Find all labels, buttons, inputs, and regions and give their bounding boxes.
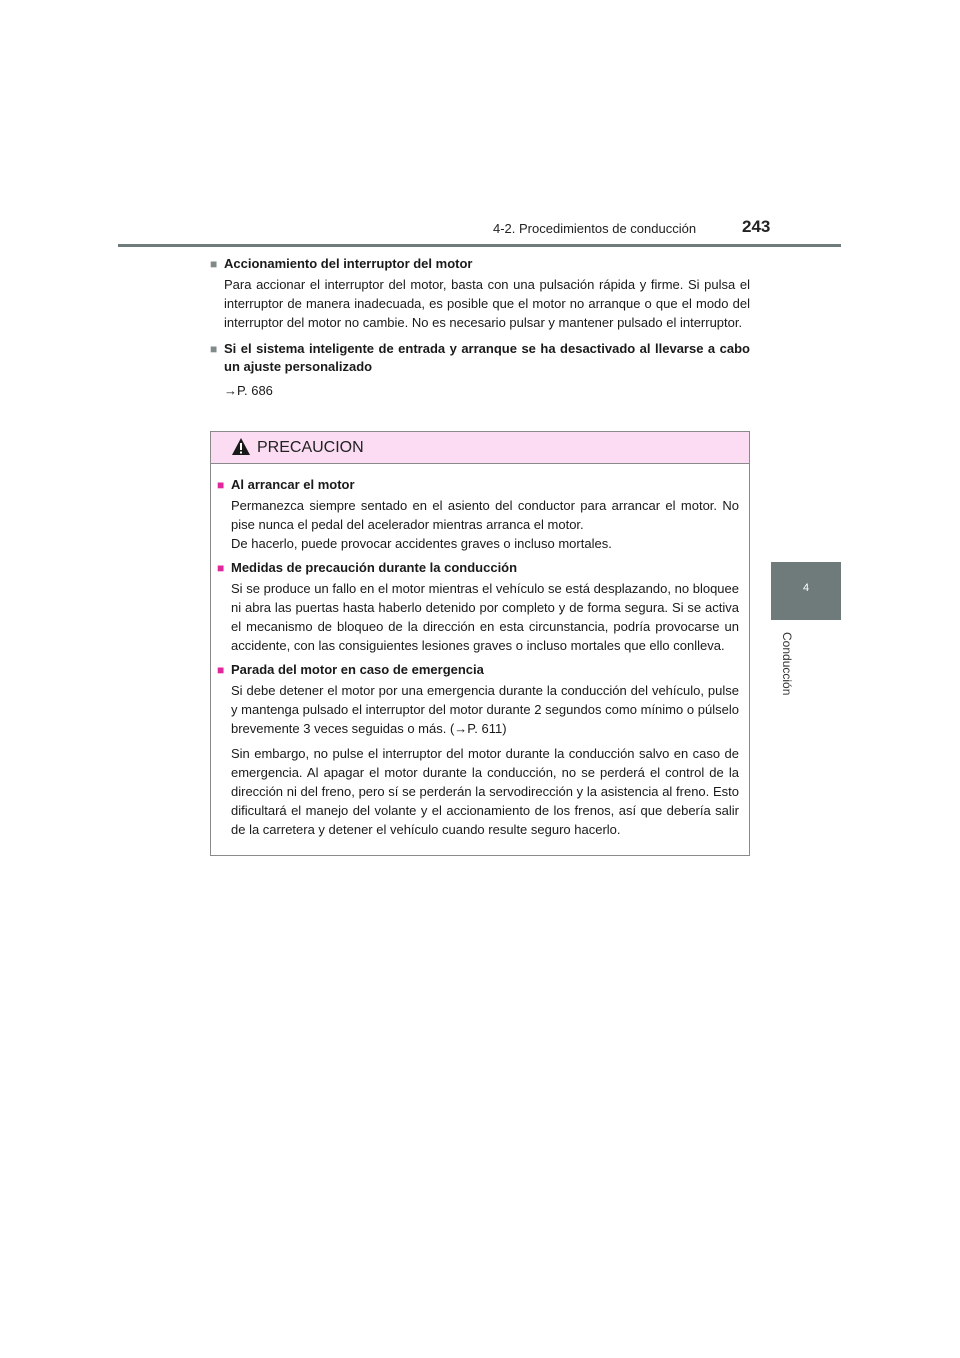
caution-text: Si se produce un fallo en el motor mientras el vehículo se está desplazando, no bloquee ni abra las puertas hasta haberlo detenido por completo y de forma segura. Si se activa el mecanismo de bloqueo de la dirección en esta circunstancia, podría provocarse un accidente, con las consiguientes lesiones graves o incluso mortales que ello conlleva. <box>231 581 739 653</box>
caution-item <box>217 661 739 839</box>
caution-text: Sin embargo, no pulse el interruptor del motor durante la conducción salvo en caso de emergencia. Al apagar el motor durante la conducción, no se perderá el control de la dirección ni del freno, pero sí se perderán la servodirección y la asistencia al freno. Esto dificultará el manejo del volante y el accionamiento de los frenos, así que debería salir de la carretera y detener el vehículo cuando resulte seguro hacerlo. <box>231 746 739 837</box>
square-bullet-icon: ■ <box>217 478 225 492</box>
caution-title: PRECAUCION <box>257 439 364 456</box>
caution-item-heading: ■ Parada del motor en caso de emergencia <box>217 662 484 677</box>
caution-box <box>210 431 750 856</box>
page-reference: →P. 686 <box>224 383 273 398</box>
main-content <box>210 255 750 400</box>
square-bullet-icon: ■ <box>217 561 225 575</box>
chapter-label <box>764 632 824 712</box>
page-number: 243 <box>742 217 771 236</box>
caution-text: De hacerlo, puede provocar accidentes graves o incluso mortales. <box>231 536 612 551</box>
square-bullet-icon: ■ <box>210 342 218 356</box>
section-heading: ■ Accionamiento del interruptor del motor <box>210 256 473 271</box>
section-heading: ■ Si el sistema inteligente de entrada y arranque se ha desactivado al llevarse a cabo un ajuste personalizado <box>210 341 750 374</box>
section-title: 4-2. Procedimientos de conducción <box>493 221 697 236</box>
caution-text: Si debe detener el motor por una emergencia durante la conducción del vehículo, pulse y mantenga pulsado el interruptor del motor durante 2 segundos como mínimo o púlselo brevemente 3 veces seguidas o más. (→P. 611) <box>231 683 739 736</box>
caution-item-heading: ■ Al arrancar el motor <box>217 477 355 492</box>
caution-item-heading: ■ Medidas de precaución durante la conducción <box>217 560 518 575</box>
caution-content <box>211 464 749 839</box>
header-divider <box>118 244 841 247</box>
section-text: Para accionar el interruptor del motor, basta con una pulsación rápida y firme. Si pulsa el interruptor de manera inadecuada, es posible que el motor no arranque o que el modo del interruptor del motor no cambie. No es necesario pulsar y mantener pulsado el interruptor. <box>224 277 750 330</box>
caution-item <box>217 476 739 553</box>
square-bullet-icon: ■ <box>217 663 225 677</box>
square-bullet-icon: ■ <box>210 257 218 271</box>
section-smart-entry <box>210 340 750 400</box>
chapter-label-text: Conducción <box>780 632 794 696</box>
warning-triangle-icon <box>231 437 251 456</box>
caution-item <box>217 559 739 655</box>
section-engine-switch <box>210 255 750 332</box>
caution-text: Permanezca siempre sentado en el asiento del conductor para arrancar el motor. No pise nunca el pedal del acelerador mientras arranca el motor. <box>231 498 739 532</box>
chapter-number: 4 <box>802 582 810 594</box>
chapter-tab <box>771 562 841 620</box>
caution-header <box>211 432 749 464</box>
